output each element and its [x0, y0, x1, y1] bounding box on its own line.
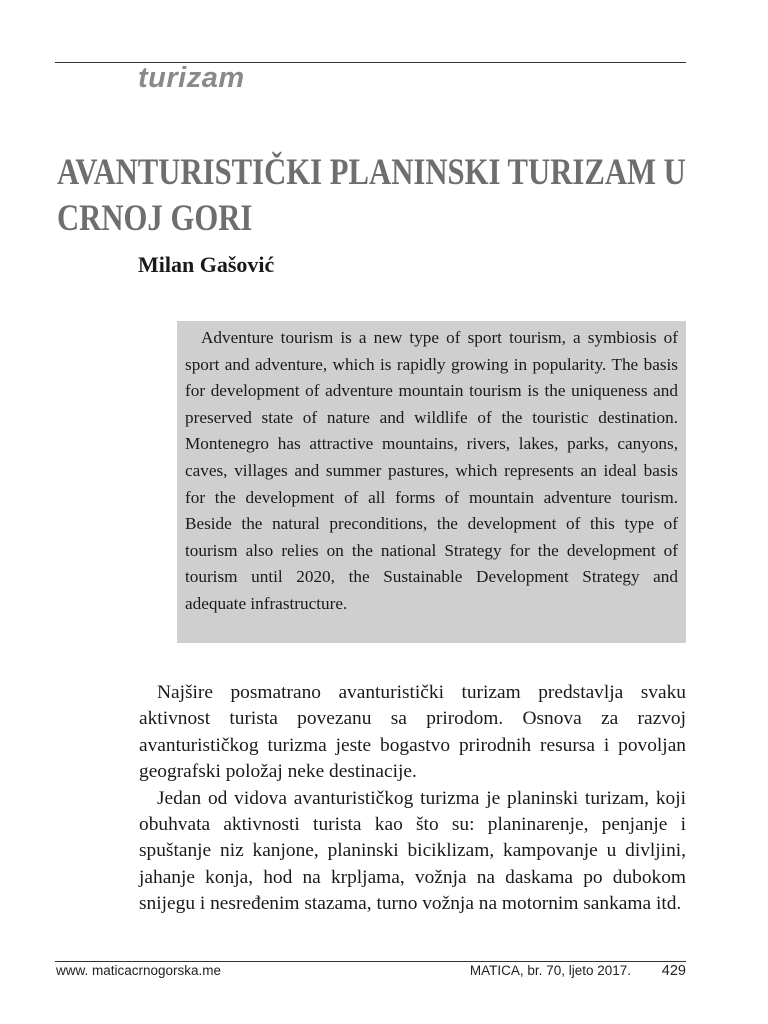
author-name: Milan Gašović — [138, 252, 275, 277]
article-body — [139, 680, 686, 918]
footer-website: www. maticacrnogorska.me — [56, 963, 222, 978]
body-paragraph-1: Najšire posmatrano avanturistički turizam predstavlja svaku aktivnost turista povezanu sa prirodom. Osnova za razvoj avanturističkog turizma jeste bogastvo prirodnih resursa i povoljan geografski položaj neke destinacije. — [139, 682, 686, 783]
title-line-1: AVANTURISTIČKI PLANINSKI TURIZAM U — [57, 152, 686, 193]
abstract-box — [177, 321, 686, 643]
footer-rule — [55, 961, 686, 962]
section-label: turizam — [138, 62, 245, 94]
article-title — [57, 150, 686, 242]
page-number: 429 — [661, 963, 686, 979]
title-line-2: CRNOJ GORI — [57, 198, 253, 239]
body-paragraph-2: Jedan od vidova avanturističkog turizma je planinski turizam, koji obuhvata aktivnosti turista kao što su: planinarenje, penjanje i spuštanje niz kanjone, planinski biciklizam, kampovanje u divljini, jahanje konja, hod na krpljama, vožnja na daskama po dubokom snijegu i nesređenim stazama, turno vožnja na motornim sankama itd. — [139, 787, 686, 915]
abstract-text: Adventure tourism is a new type of sport tourism, a symbiosis of sport and adventure, which is rapidly growing in popularity. The basis for development of adventure mountain tourism is the uniqueness and preserved state of nature and wildlife of the touristic destination. Montenegro has attractive mountains, rivers, lakes, parks, canyons, caves, villages and summer pastures, which represents an ideal basis for the development of all forms of mountain adventure tourism. Beside the natural preconditions, the development of this type of tourism also relies on the national Strategy for the development of tourism until 2020, the Sustainable Development Strategy and adequate infrastructure. — [185, 328, 678, 613]
footer-publication: MATICA, br. 70, ljeto 2017. — [469, 963, 631, 978]
